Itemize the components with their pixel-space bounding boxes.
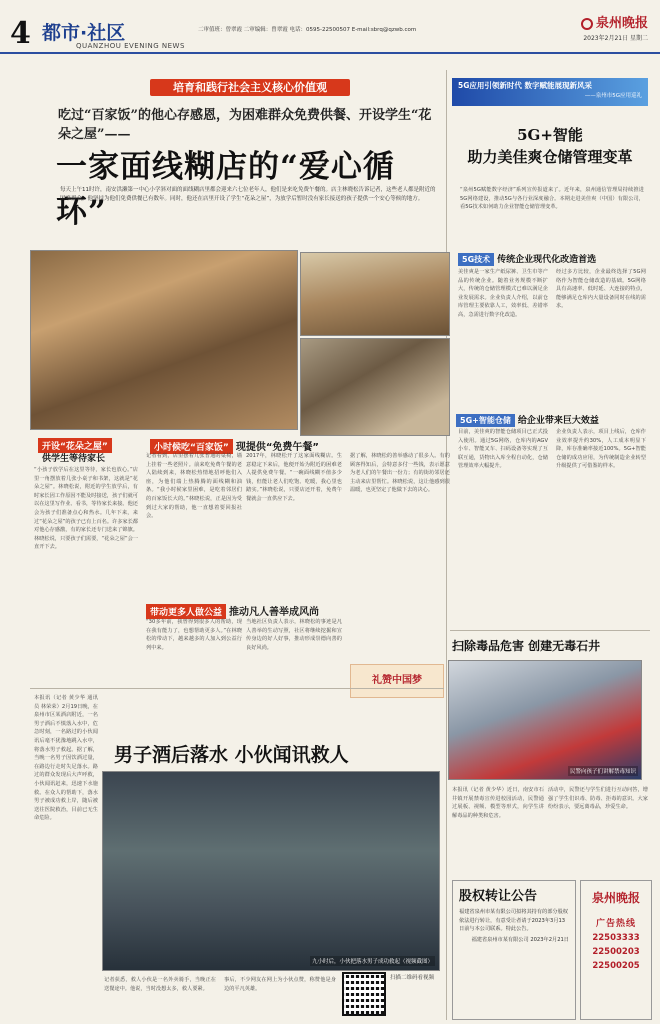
photo-caption: 民警向孩子们讲解禁毒知识 [568, 766, 638, 776]
body-text: “小孩子放学后在这里等待，家长也放心。”店里一角摆放着几张小桌子和书架，这就是“花朵之屋”。林晓松说，附近的学生放学后，有时家长因工作原因不能及时接送，孩子们就可以在这里写作业、看书，等待家长来接。他还会为孩子们准备点心和热水。几年下来，来过“花朵之屋”的孩子已有上百名。许多家长都对他心存感激，有的家长还专门送来了锦旗。林晓松说，只要孩子们需要，“花朵之屋”会一直开下去。 [34, 467, 138, 551]
ad-brand: 泉州晚报 [591, 891, 640, 905]
page-header [0, 0, 660, 54]
column-stamp: 礼赞中国梦 [350, 664, 444, 698]
deck-headline: 吃过“百家饭”的他心存感恩，为困难群众免费供餐、开设学生“花朵之屋”—— [58, 108, 432, 142]
ad-heading: 广告热线 [595, 919, 636, 929]
section-tag: 带动更多人做公益 [146, 604, 226, 619]
5g-banner [452, 78, 648, 106]
photo-caption: 九小时后，小伙把落水男子成功救起（视频截图） [310, 956, 435, 966]
section-tag: 开设“花朵之屋” [38, 438, 112, 453]
body-text: 经过多方比较，企业最终选择了5G网络作为智能仓储改造的基础。5G网络具有高速率、低时延、大连接的特点，能够满足仓库内大量设备同时在线的需求。 [556, 269, 646, 310]
right-section-heading [458, 252, 596, 266]
rescue-headline: 男子酒后落水 小伙闻讯救人 [114, 744, 349, 766]
right-headline-line1: 5G+智能 [517, 126, 583, 144]
right-headline [452, 124, 648, 168]
section-heading-charity [146, 603, 319, 619]
notice-body: 福建省泉州市某有限公司拟将其持有的部分股权依法进行转让，有意受让者请于2023年3月13日前与本公司联系。特此公告。 [459, 909, 568, 933]
section-title: 推动凡人善举成风尚 [229, 607, 320, 618]
body-text: 本报讯（记者 黄少华）近日，南安市石井镇开展禁毒宣传进校园活动，民警通过展板、视频、模型等形式，向学生讲解毒品的种类和危害。 [452, 787, 544, 819]
ad-phone: 22500205 [592, 961, 640, 971]
page-number: 4 [10, 16, 31, 51]
body-text: 目前，美佳爽的智能仓储项目已正式投入使用。通过5G网络，仓库内的AGV小车、智能叉车、扫码设备等实现了互联互通，货物出入库全程自动化，仓储管理效率大幅提升。 [458, 429, 548, 470]
photo-serving-noodles [300, 338, 450, 436]
equity-notice [452, 880, 576, 1020]
main-headline: 一家面线糊店的“爱心循环” [56, 149, 395, 230]
ad-phone: 22500203 [592, 947, 640, 957]
photo-restaurant-staff [30, 250, 298, 430]
section-tag: 5G+智能仓储 [456, 414, 515, 427]
section-title: 传统企业现代化改造首选 [497, 255, 597, 265]
issue-date: 2023年2月21日 星期二 [583, 35, 648, 42]
body-text: “30多年前，我曾得到很多人的帮助，现在我有能力了，也想帮助更多人。”在林晓松的带动下，越来越多的人加入到公益行列中来。 [146, 619, 242, 651]
qr-code[interactable] [342, 972, 386, 1016]
section-subheading: 供学生等待家长 [42, 454, 106, 464]
banner-title: 5G应用引领新时代 数字赋能展现新风采 [458, 81, 592, 90]
notice-title: 股权转让公告 [459, 889, 538, 904]
section-tag: 5G技术 [458, 253, 494, 266]
section-title: 现提供“免费午餐” [235, 442, 319, 453]
right-headline-line2: 助力美佳爽仓储管理变革 [467, 148, 633, 166]
ad-phone: 22503333 [592, 933, 640, 943]
divider [30, 688, 444, 689]
body-text: 记者获悉，救人小伙是一名外卖骑手，当晚正在送餐途中。他说，当时没想太多，救人要紧。 [104, 977, 216, 992]
body-text: 美佳爽是一家生产纸尿裤、卫生巾等产品的传统企业。随着业务规模不断扩大，传统的仓储管理模式已难以满足企业发展需求。企业负责人介绍，以前仓库管理主要依靠人工，效率低、差错率高，急需进行数字化改造。 [458, 269, 548, 318]
anti-drug-headline: 扫除毒品危害 创建无毒石井 [452, 639, 601, 653]
lead-paragraph: 每天上午11时许，南安洪濑第一中心小学斜对面的面线糊店里都会迎来六七位老年人，他们是来吃免费午餐的。店主林晓松告诉记者，这些老人都是附近的困难群众，他坚持为他们免费供餐已有数年。同时，他还在店里开设了学生“花朵之屋”，为放学后暂时没有家长接送的孩子提供一个安心等候的地方。 [60, 187, 436, 202]
body-text: 活动中，民警还与学生们进行互动问答，增强了学生们识毒、防毒、拒毒的意识。大家纷纷表示，要远离毒品，珍爱生命。 [548, 787, 648, 811]
photo-rescue [102, 771, 440, 971]
photo-anti-drug [448, 660, 642, 780]
ad-hotline-box [580, 880, 652, 1020]
body-text: 据了解，林晓松的善举感动了很多人。有的顾客得知后，会特意多付一些钱，表示愿意为老人们的午餐出一份力；有的街坊邻居还主动来店里帮忙。林晓松说，这让他感到很温暖，也更坚定了他做下去的决心。 [350, 453, 450, 494]
right-lead: “泉州5G赋能数字经济”系列宣传报道来了。近年来，泉州通信管理局持续推进5G网络建设，推动5G与各行业深度融合。本期走进美佳爽（中国）有限公司，看5G技术如何助力企业智能仓储管理变革。 [460, 187, 644, 211]
body-text: 本报讯（记者 黄少华 通讯员 林荣荣）2月19日晚，在泉州市区某酒店附近，一名男子酒后不慎落入水中，危急时刻，一名路过的小伙闻讯后毫不犹豫地跳入水中，将落水男子救起。据了解，当晚一名男子因饮酒过量，在路边行走时失足落水。路过的群众发现后大声呼救，小伙闻讯赶来，迅速下水施救。在众人的帮助下，落水男子被成功救上岸，随后被送往医院救治，目前已无生命危险。 [34, 695, 98, 822]
qr-caption: 扫描二维码看视频 [390, 975, 435, 981]
photo-children-room [300, 252, 450, 336]
section-tag: 小时候吃“百家饭” [150, 439, 233, 454]
divider [450, 630, 650, 631]
body-text: 当地社区负责人表示，林晓松的事迹是凡人善举的生动写照，社区将继续挖掘和宣传身边的好人好事，推动形成崇德向善的良好风尚。 [246, 619, 342, 651]
brand-logo: 泉州晚报 [581, 12, 648, 31]
notice-signature: 福建省泉州市某有限公司 2023年2月21日 [471, 936, 569, 943]
editor-info: 二审值班：曾翠霞 二审编辑：曾翠霞 电话：0595-22500507 E-mail:sbrq@qzwb.com [198, 27, 417, 33]
banner-subtitle: ——泉州市5G应用巡礼 [584, 93, 642, 99]
section-title: 给企业带来巨大效益 [517, 416, 599, 426]
body-text: 2017年，林晓松开了这家面线糊店。生意稳定下来后，他便开始为附近的困难老人提供免费午餐。“一碗面线糊不值多少钱，但能让老人们吃饱、吃暖，我心里也踏实。”林晓松说，只要店还开着，免费午餐就会一直供应下去。 [246, 453, 342, 502]
section-title: 都市·社区 [42, 22, 126, 44]
section-subtitle: QUANZHOU EVENING NEWS [76, 42, 185, 50]
right-section-heading [456, 413, 599, 427]
body-text: 事后，不少网友在网上为小伙点赞，称赞他是身边的平凡英雄。 [224, 977, 336, 992]
kicker-banner: 培育和践行社会主义核心价值观 [150, 79, 350, 96]
body-text: 记者看到，店里摆着几张普通的桌椅，墙上挂着一些老照片。前来吃免费午餐的老人陆续到来，林晓松热情地招呼他们入座，为他们端上热腾腾的面线糊和油条。“我小时候家里困难，是吃着邻居们的百家饭长大的。”林晓松说，正是因为受到过大家的帮助，他一直想着要回报社会。 [146, 453, 242, 520]
body-text: 企业负责人表示，项目上线后，仓库作业效率提升约30%，人工成本明显下降，库存准确率接近100%。5G+智能仓储的成功应用，为传统制造企业转型升级提供了可借鉴的样本。 [556, 429, 646, 470]
